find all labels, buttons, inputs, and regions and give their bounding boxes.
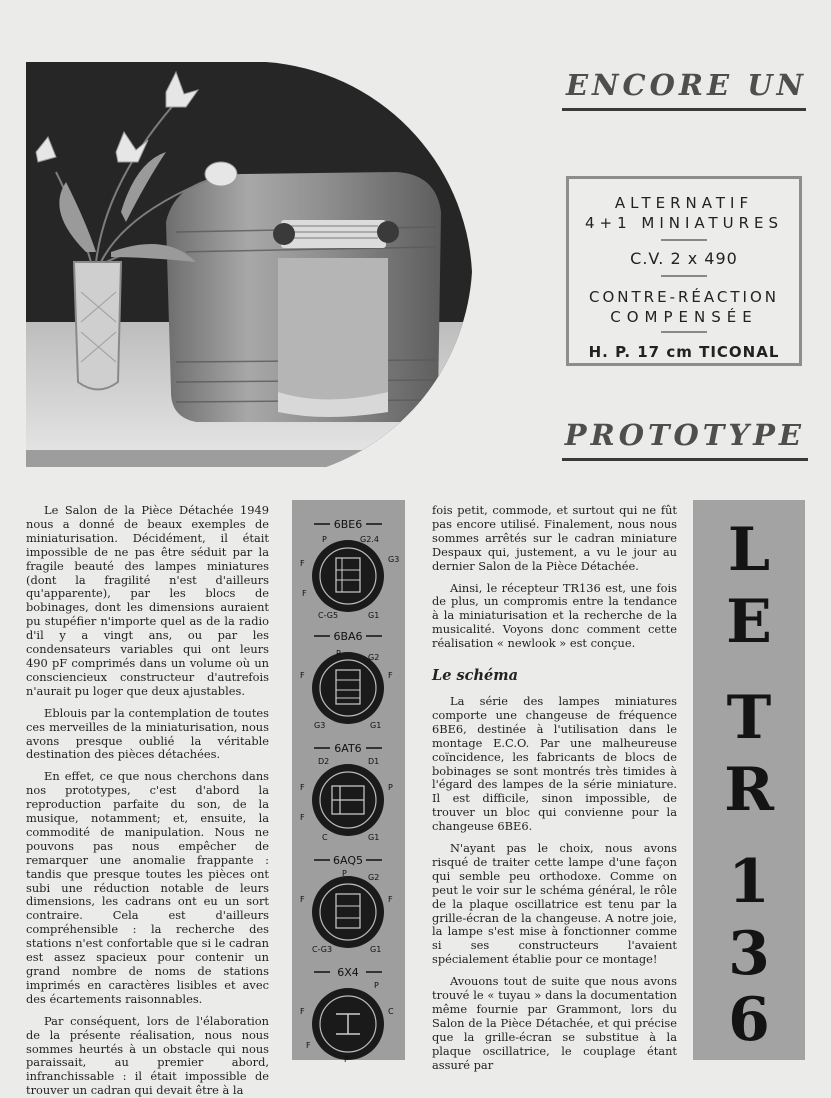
svg-text:P: P xyxy=(374,981,379,990)
vertical-title-band xyxy=(693,500,805,1060)
svg-text:G1: G1 xyxy=(370,945,382,954)
spec-divider xyxy=(661,275,707,277)
title-letter: T xyxy=(726,683,772,753)
svg-text:G3: G3 xyxy=(388,555,400,564)
tube-name: 6BE6 xyxy=(333,518,363,531)
tube-name: 6BA6 xyxy=(333,630,363,643)
title-letter: R xyxy=(724,755,774,825)
article-column-1 xyxy=(26,503,269,1098)
headline-top-rule xyxy=(562,108,806,111)
tube-name: 6AQ5 xyxy=(333,854,363,867)
tube-name: 6X4 xyxy=(337,966,359,979)
svg-text:P: P xyxy=(388,783,393,792)
article-column-2 xyxy=(432,504,677,1078)
svg-text:P: P xyxy=(322,535,327,544)
headline-bottom-rule xyxy=(562,458,808,461)
spec-line-miniatures: 4+1 MINIATURES xyxy=(584,214,784,232)
tube-6at6-diagram xyxy=(300,742,393,842)
svg-text:F: F xyxy=(300,783,305,792)
svg-text:F: F xyxy=(300,671,305,680)
svg-text:F: F xyxy=(302,589,307,598)
svg-text:C: C xyxy=(322,833,328,842)
paragraph: La série des lampes miniatures comporte une changeuse de fréquence 6BE6, destinée à l'utilisation dans le montage E.C.O. Par une malheureuse coïncidence, les fabricants de blocs de bobinages se sont montrés très timides à l'égard des lampes de la série miniature. Il est difficile, sinon impossible, de trouver un bloc qui convienne pour la changeuse 6BE6. xyxy=(432,693,677,834)
svg-text:F: F xyxy=(388,895,393,904)
paragraph: Le Salon de la Pièce Détachée 1949 nous a donné de beaux exemples de miniaturisation. Décidément, il était impossible de ne pas être séduit par la fragile beauté des lampes miniatures (dont la fragilité n'est d'ailleurs qu'apparente), par les blocs de bobinages, dont les dimensions auraient pu stupéfier n'importe quel as de la radio d'il y a vingt ans, ou par les condensateurs variables qui ont leurs 490 pF comprimés dans un volume où un consciencieux constructeur d'autrefois n'aurait pu loger que deux ajustables. xyxy=(26,503,269,698)
tube-6x4-diagram xyxy=(300,966,394,1064)
spec-divider xyxy=(661,239,707,241)
spec-line-cv: C.V. 2 x 490 xyxy=(630,249,738,268)
headline-bottom: PROTOTYPE xyxy=(564,418,805,452)
tube-6ba6-diagram xyxy=(300,630,393,730)
svg-text:P: P xyxy=(342,869,347,878)
paragraph: Eblouis par la contemplation de toutes ces merveilles de la miniaturisation, nous avons presque oublié la véritable destination des pièces détachées. xyxy=(26,705,269,762)
svg-text:F: F xyxy=(388,671,393,680)
svg-text:G3: G3 xyxy=(314,721,326,730)
title-letter: 1 xyxy=(728,847,770,917)
title-letter: E xyxy=(726,587,772,657)
svg-text:G2: G2 xyxy=(368,653,380,662)
svg-text:C-G5: C-G5 xyxy=(318,611,339,620)
title-letter: L xyxy=(727,515,771,585)
spec-divider xyxy=(661,331,707,333)
svg-text:F: F xyxy=(306,1041,311,1050)
tube-6aq5-diagram xyxy=(300,854,393,954)
paragraph: fois petit, commode, et surtout qui ne fût pas encore utilisé. Finalement, nous nous sommes arrêtés sur le cadran miniature Despaux qui, justement, a vu le jour au dernier Salon de la Pièce Détachée. xyxy=(432,503,677,573)
svg-text:F: F xyxy=(300,559,305,568)
svg-text:G2.4: G2.4 xyxy=(360,535,379,544)
spec-box xyxy=(566,176,802,366)
svg-text:C-G3: C-G3 xyxy=(312,945,333,954)
title-letter: 3 xyxy=(728,919,770,989)
svg-text:G1: G1 xyxy=(368,611,380,620)
svg-text:F: F xyxy=(300,895,305,904)
svg-text:P: P xyxy=(336,649,341,658)
headline-top: ENCORE UN xyxy=(565,68,807,102)
svg-text:P: P xyxy=(344,1055,349,1064)
spec-line-hp: H. P. 17 cm TICONAL xyxy=(588,343,780,361)
title-letter: 6 xyxy=(728,985,770,1055)
paragraph: N'ayant pas le choix, nous avons risqué de traiter cette lampe d'une façon qui semble peu orthodoxe. Comme on peut le voir sur le schéma général, le rôle de la plaque oscillatrice est tenu par la grille-écran de la changeuse. A notre joie, la lampe s'est mise à fonctionner comme si ses constructeurs l'avaient spécialement établie pour ce montage! xyxy=(432,841,677,967)
svg-text:G1: G1 xyxy=(368,833,380,842)
spec-line-contre-reaction: CONTRE-RÉACTION xyxy=(589,288,779,306)
svg-text:G2: G2 xyxy=(368,873,380,882)
paragraph: En effet, ce que nous cherchons dans nos prototypes, c'est d'abord la reproduction parfaite du son, de la musique, notamment; et, ensuite, la commodité de manipulation. Nous ne pouvons pas nous empêcher de remarquer une anomalie frappante : tandis que presque toutes les pièces ont subi une réduction notable de leurs dimensions, les cadrans ont eu un sort contraire. Cela est d'ailleurs compréhensible : la recherche des stations n'est confortable que si le cadran est assez spacieux pour contenir un grand nombre de noms de stations imprimés en caractères lisibles et avec des écartements raisonnables. xyxy=(26,769,269,1006)
svg-text:C: C xyxy=(388,1007,394,1016)
paragraph: Par conséquent, lors de l'élaboration de la présente réalisation, nous nous sommes heurtés à un obstacle qui nous paraissait, au premier abord, infranchissable : il était impossible de trouver un cadran qui devait être à la xyxy=(26,1013,269,1098)
tube-name: 6AT6 xyxy=(334,742,362,755)
spec-line-alternatif: ALTERNATIF xyxy=(614,194,754,212)
spec-line-compensee: COMPENSÉE xyxy=(610,308,758,326)
section-subheading: Le schéma xyxy=(432,667,518,685)
tube-pinout-strip xyxy=(292,500,405,1064)
paragraph: Ainsi, le récepteur TR136 est, une fois de plus, un compromis entre la tendance à la miniaturisation et la recherche de la musicalité. Voyons donc comment cette réalisation « newlook » est conçue. xyxy=(432,580,677,651)
radio-photograph xyxy=(26,62,472,467)
svg-text:F: F xyxy=(300,1007,305,1016)
paragraph: Avouons tout de suite que nous avons trouvé le « tuyau » dans la documentation même fournie par Grammont, lors du Salon de la Pièce Détachée, et qui précise que la grille-écran se substitue à la plaque oscillatrice, le couplage étant assuré par xyxy=(432,974,677,1072)
svg-text:D1: D1 xyxy=(368,757,380,766)
svg-text:F: F xyxy=(300,813,305,822)
tube-6be6-diagram xyxy=(300,518,399,620)
svg-text:D2: D2 xyxy=(318,757,330,766)
svg-text:G1: G1 xyxy=(370,721,382,730)
